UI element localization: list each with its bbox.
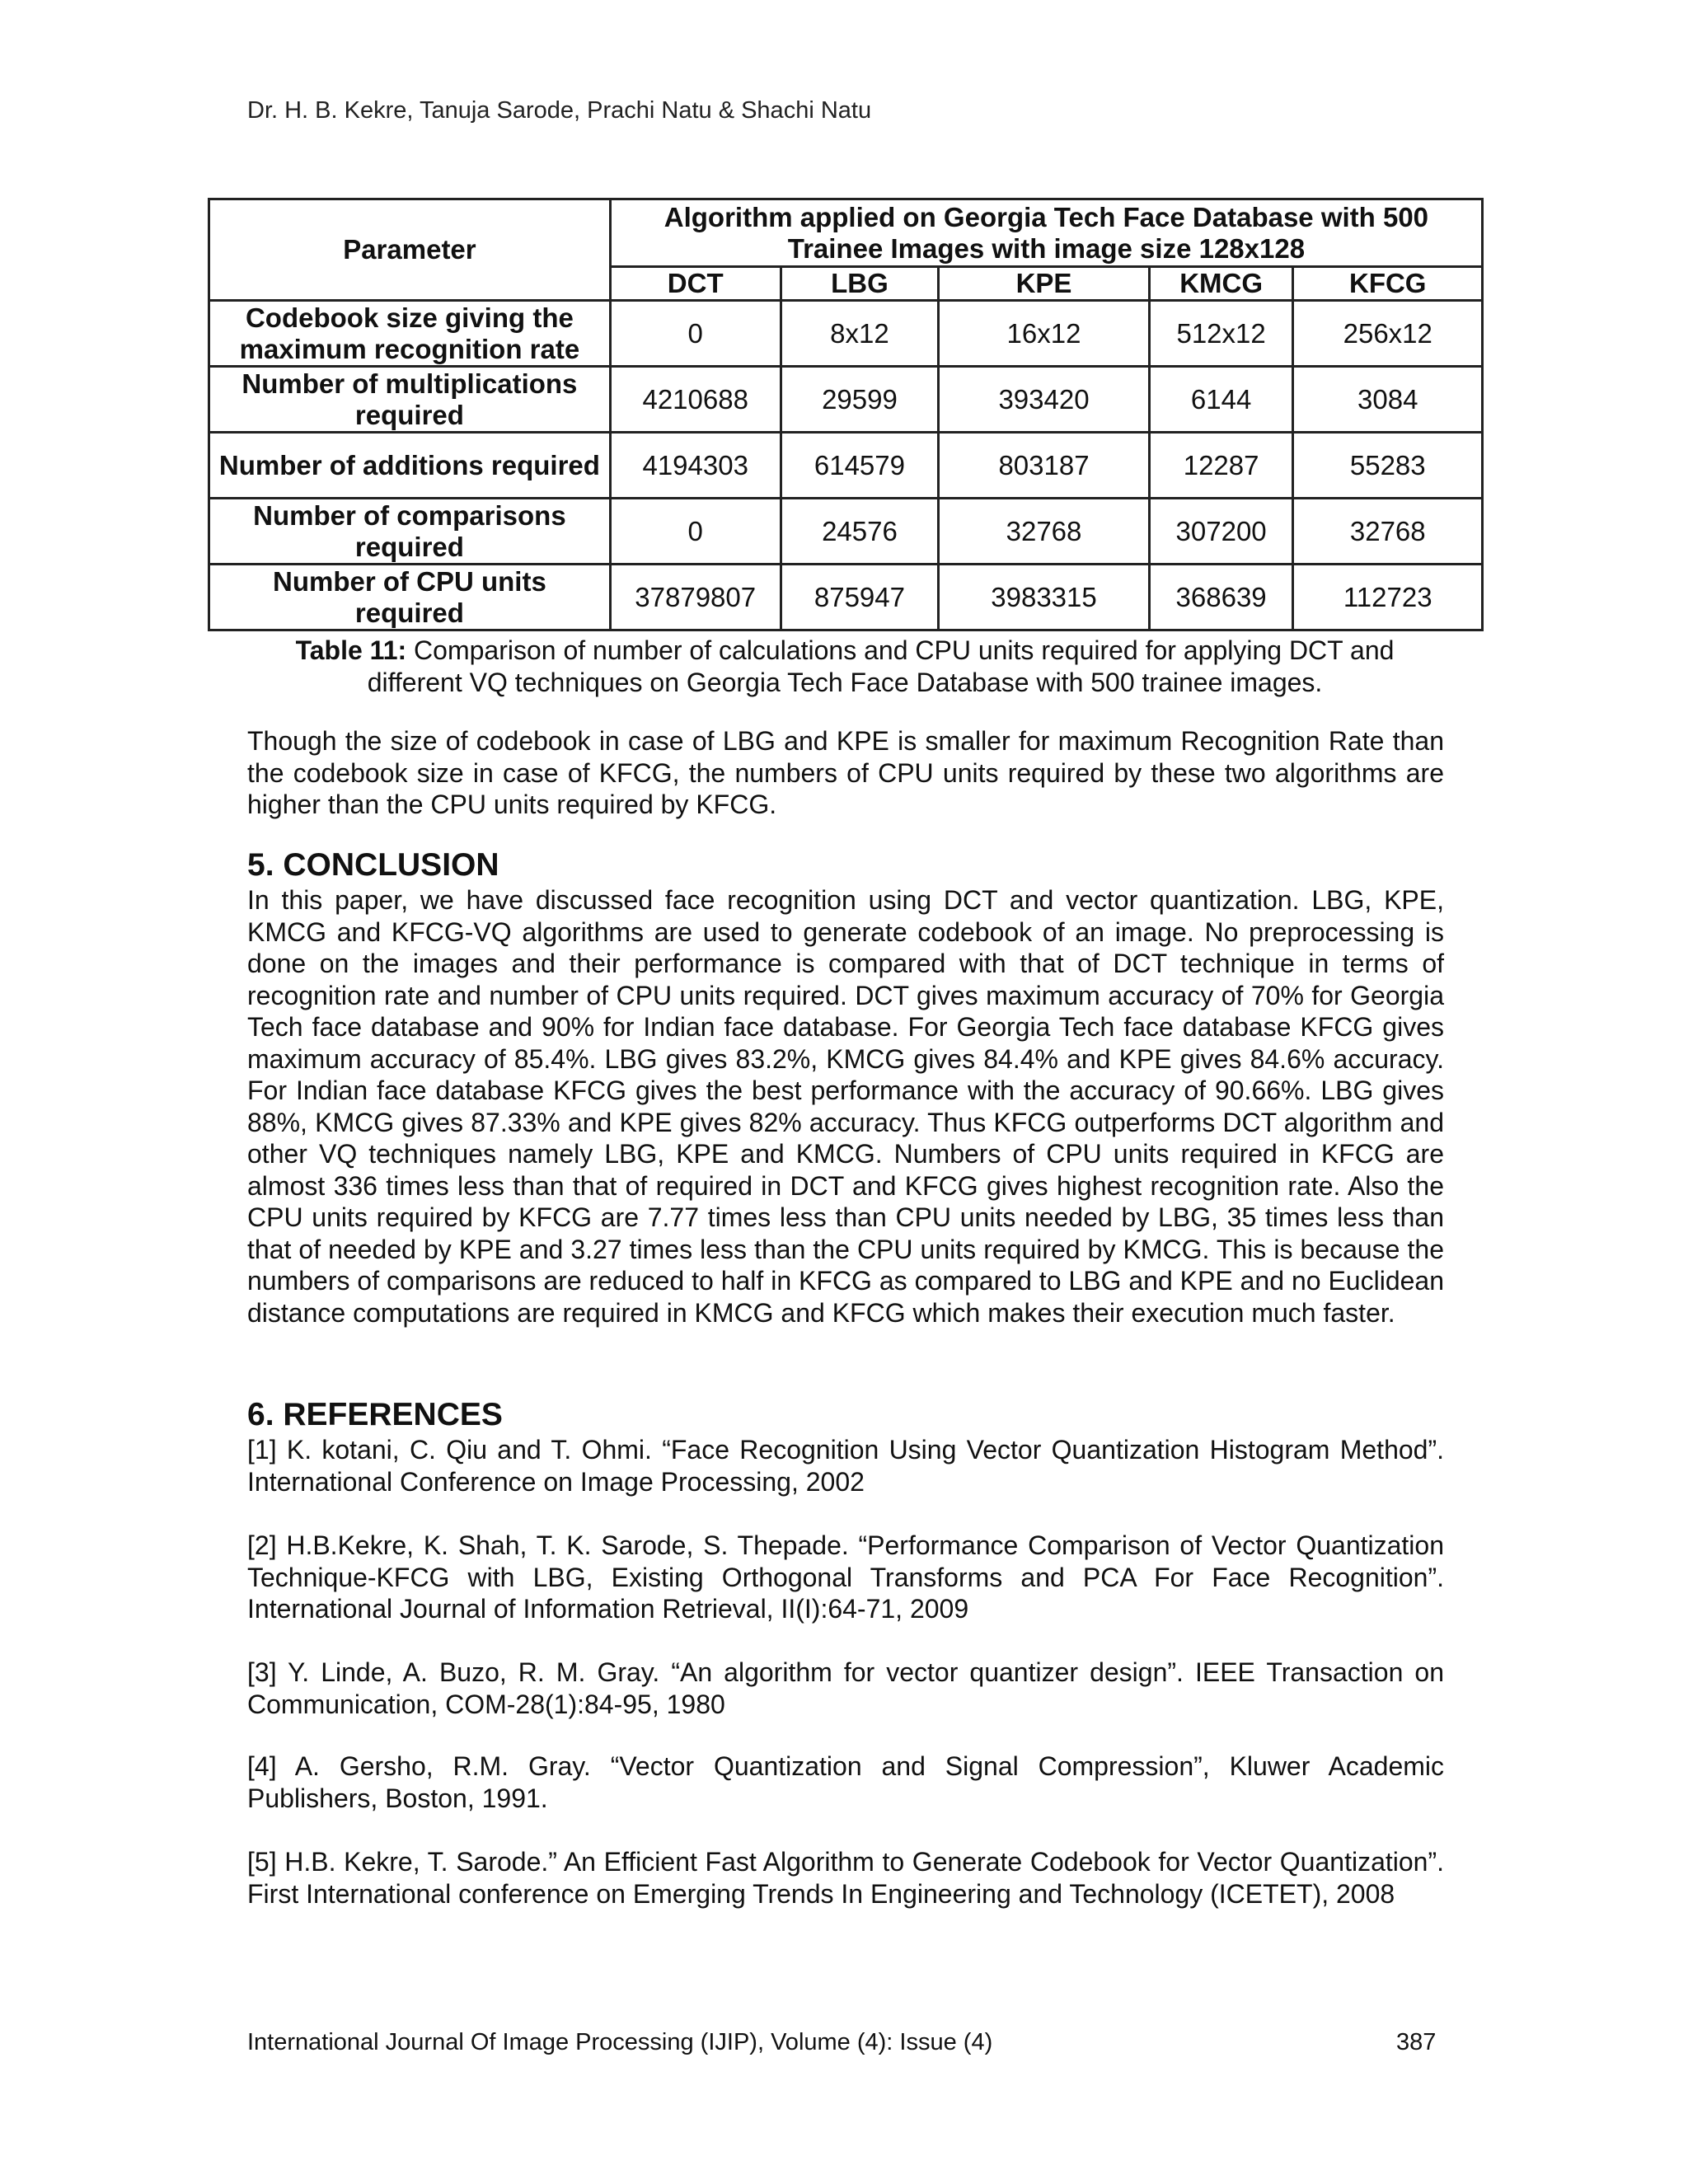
running-head: Dr. H. B. Kekre, Tanuja Sarode, Prachi Natu & Shachi Natu xyxy=(247,97,872,124)
table-cell: 0 xyxy=(610,499,781,565)
table-cell: 29599 xyxy=(781,367,939,433)
row-param: Number of multiplications required xyxy=(209,367,611,433)
intro-paragraph: Though the size of codebook in case of LBG and KPE is smaller for maximum Recognition Rate than the codebook size in case of KFCG, the numbers of CPU units required by these two algorithms are higher than the CPU units required by KFCG. xyxy=(247,726,1444,819)
table-cell: 112723 xyxy=(1293,565,1483,630)
group-header: Algorithm applied on Georgia Tech Face Database with 500 Trainee Images with image size 128x128 xyxy=(610,199,1482,267)
param-header: Parameter xyxy=(209,199,611,301)
col-header-lbg: LBG xyxy=(781,267,939,301)
table-cell: 803187 xyxy=(939,433,1149,499)
table-cell: 4210688 xyxy=(610,367,781,433)
table-cell: 875947 xyxy=(781,565,939,630)
table-row xyxy=(209,499,1483,565)
reference-item: [4] A. Gersho, R.M. Gray. “Vector Quantization and Signal Compression”, Kluwer Academic Publishers, Boston, 1991. xyxy=(247,1751,1444,1813)
table-cell: 256x12 xyxy=(1293,301,1483,367)
table-row xyxy=(209,367,1483,433)
table-cell: 37879807 xyxy=(610,565,781,630)
row-param: Number of CPU units required xyxy=(209,565,611,630)
col-header-kpe: KPE xyxy=(939,267,1149,301)
table-cell: 6144 xyxy=(1149,367,1293,433)
table-cell: 16x12 xyxy=(939,301,1149,367)
table-cell: 55283 xyxy=(1293,433,1483,499)
reference-item: [3] Y. Linde, A. Buzo, R. M. Gray. “An algorithm for vector quantizer design”. IEEE Transaction on Communication, COM-28(1):84-95, 1980 xyxy=(247,1657,1444,1719)
table-cell: 24576 xyxy=(781,499,939,565)
reference-item: [1] K. kotani, C. Qiu and T. Ohmi. “Face Recognition Using Vector Quantization Histogram Method”. International Conference on Image Processing, 2002 xyxy=(247,1435,1444,1497)
table-cell: 307200 xyxy=(1149,499,1293,565)
caption-text: Comparison of number of calculations and CPU units required for applying DCT and different VQ techniques on Georgia Tech Face Database with 500 trainee images. xyxy=(367,635,1395,697)
table-cell: 8x12 xyxy=(781,301,939,367)
table-cell: 393420 xyxy=(939,367,1149,433)
references-heading: 6. REFERENCES xyxy=(247,1397,503,1432)
table-cell: 32768 xyxy=(1293,499,1483,565)
table-cell: 0 xyxy=(610,301,781,367)
footer-journal: International Journal Of Image Processing (IJIP), Volume (4): Issue (4) xyxy=(247,2029,993,2055)
col-header-kfcg: KFCG xyxy=(1293,267,1483,301)
table-caption xyxy=(247,635,1442,699)
table-row xyxy=(209,433,1483,499)
table-cell: 12287 xyxy=(1149,433,1293,499)
table-cell: 368639 xyxy=(1149,565,1293,630)
results-table xyxy=(208,198,1484,631)
reference-item: [5] H.B. Kekre, T. Sarode.” An Efficient Fast Algorithm to Generate Codebook for Vector Quantization”. First International conference on Emerging Trends In Engineering and Technology (ICETET), 2008 xyxy=(247,1847,1444,1909)
table-cell: 4194303 xyxy=(610,433,781,499)
row-param: Codebook size giving the maximum recognition rate xyxy=(209,301,611,367)
row-param: Number of comparisons required xyxy=(209,499,611,565)
table-row xyxy=(209,301,1483,367)
col-header-kmcg: KMCG xyxy=(1149,267,1293,301)
table-cell: 614579 xyxy=(781,433,939,499)
table-cell: 3983315 xyxy=(939,565,1149,630)
conclusion-text: In this paper, we have discussed face recognition using DCT and vector quantization. LBG, KPE, KMCG and KFCG-VQ algorithms are used to generate codebook of an image. No preprocessing is done on the images and their performance is compared with that of DCT technique in terms of recognition rate and number of CPU units required. DCT gives maximum accuracy of 70% for Georgia Tech face database and 90% for Indian face database. For Georgia Tech face database KFCG gives maximum accuracy of 85.4%. LBG gives 83.2%, KMCG gives 84.4% and KPE gives 84.6% accuracy. For Indian face database KFCG gives the best performance with the accuracy of 90.66%. LBG gives 88%, KMCG gives 87.33% and KPE gives 82% accuracy. Thus KFCG outperforms DCT algorithm and other VQ techniques namely LBG, KPE and KMCG. Numbers of CPU units required in KFCG are almost 336 times less than that of required in DCT and KFCG gives highest recognition rate. Also the CPU units required by KFCG are 7.77 times less than CPU units needed by LBG, 35 times less than that of needed by KPE and 3.27 times less than the CPU units required by KMCG. This is because the numbers of comparisons are reduced to half in KFCG as compared to LBG and KPE and no Euclidean distance computations are required in KMCG and KFCG which makes their execution much faster. xyxy=(247,885,1444,1328)
table-row xyxy=(209,565,1483,630)
page-number: 387 xyxy=(1396,2029,1437,2055)
table-cell: 32768 xyxy=(939,499,1149,565)
row-param: Number of additions required xyxy=(209,433,611,499)
col-header-dct: DCT xyxy=(610,267,781,301)
caption-label: Table 11: xyxy=(295,635,407,665)
conclusion-heading: 5. CONCLUSION xyxy=(247,847,499,883)
reference-item: [2] H.B.Kekre, K. Shah, T. K. Sarode, S. Thepade. “Performance Comparison of Vector Quantization Technique-KFCG with LBG, Existing Orthogonal Transforms and PCA For Face Recognition”. International Journal of Information Retrieval, II(I):64-71, 2009 xyxy=(247,1530,1444,1624)
table-cell: 3084 xyxy=(1293,367,1483,433)
table-cell: 512x12 xyxy=(1149,301,1293,367)
